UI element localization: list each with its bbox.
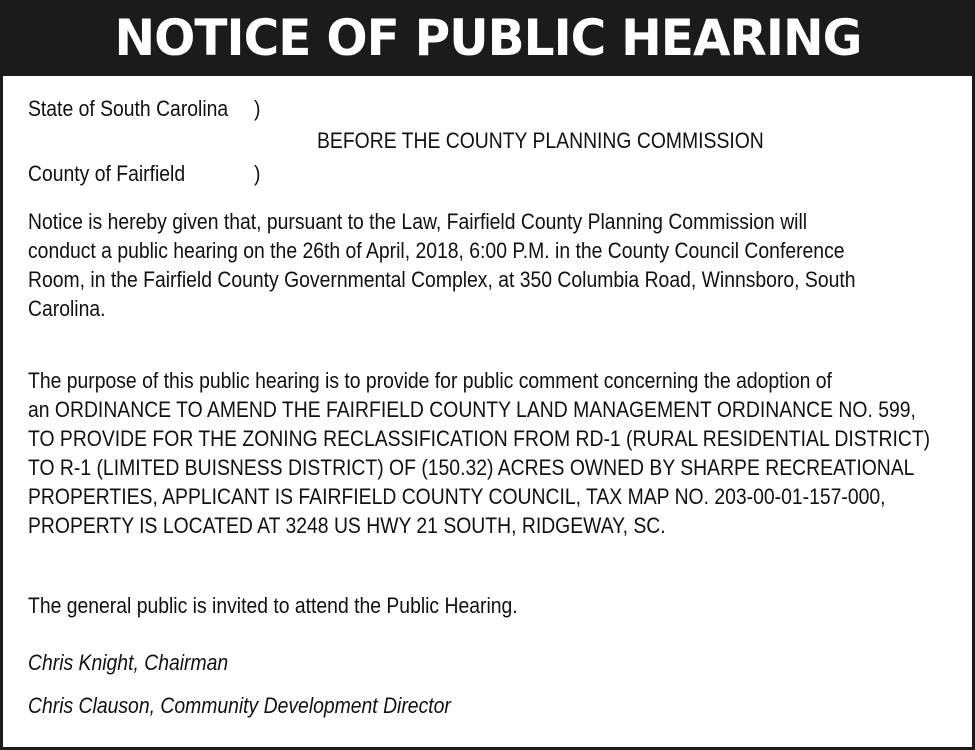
purpose-line: TO PROVIDE FOR THE ZONING RECLASSIFICATION FROM RD-1 (RURAL RESIDENTIAL DISTRICT) [28, 426, 931, 451]
chairman-signature: Chris Knight, Chairman [28, 650, 229, 675]
purpose-line: TO R-1 (LIMITED BUISNESS DISTRICT) OF (150.32) ACRES OWNED BY SHARPE RECREATIONAL [28, 455, 915, 480]
state-caption: State of South Carolina [28, 96, 229, 121]
purpose-line: an ORDINANCE TO AMEND THE FAIRFIELD COUNTY LAND MANAGEMENT ORDINANCE NO. 599, [28, 397, 916, 422]
county-caption: County of Fairfield [28, 161, 186, 186]
notice-title: NOTICE OF PUBLIC HEARING [114, 9, 861, 67]
notice-paragraph [28, 207, 968, 323]
purpose-paragraph [28, 366, 975, 540]
purpose-line: The purpose of this public hearing is to provide for public comment concerning the adoption of [28, 368, 832, 393]
notice-line: Carolina. [28, 296, 106, 321]
notice-banner [3, 0, 972, 76]
state-caption-paren: ) [254, 96, 261, 121]
purpose-line: PROPERTIES, APPLICANT IS FAIRFIELD COUNTY COUNCIL, TAX MAP NO. 203-00-01-157-000, [28, 484, 886, 509]
notice-line: conduct a public hearing on the 26th of April, 2018, 6:00 P.M. in the County Council Conference [28, 238, 845, 263]
notice-line: Notice is hereby given that, pursuant to the Law, Fairfield County Planning Commission will [28, 209, 808, 234]
commission-heading: BEFORE THE COUNTY PLANNING COMMISSION [317, 128, 764, 153]
invitation-text: The general public is invited to attend the Public Hearing. [28, 593, 518, 618]
director-signature: Chris Clauson, Community Development Director [28, 693, 451, 718]
notice-line: Room, in the Fairfield County Governmental Complex, at 350 Columbia Road, Winnsboro, South [28, 267, 856, 292]
county-caption-paren: ) [254, 161, 261, 186]
purpose-line: PROPERTY IS LOCATED AT 3248 US HWY 21 SOUTH, RIDGEWAY, SC. [28, 513, 666, 538]
